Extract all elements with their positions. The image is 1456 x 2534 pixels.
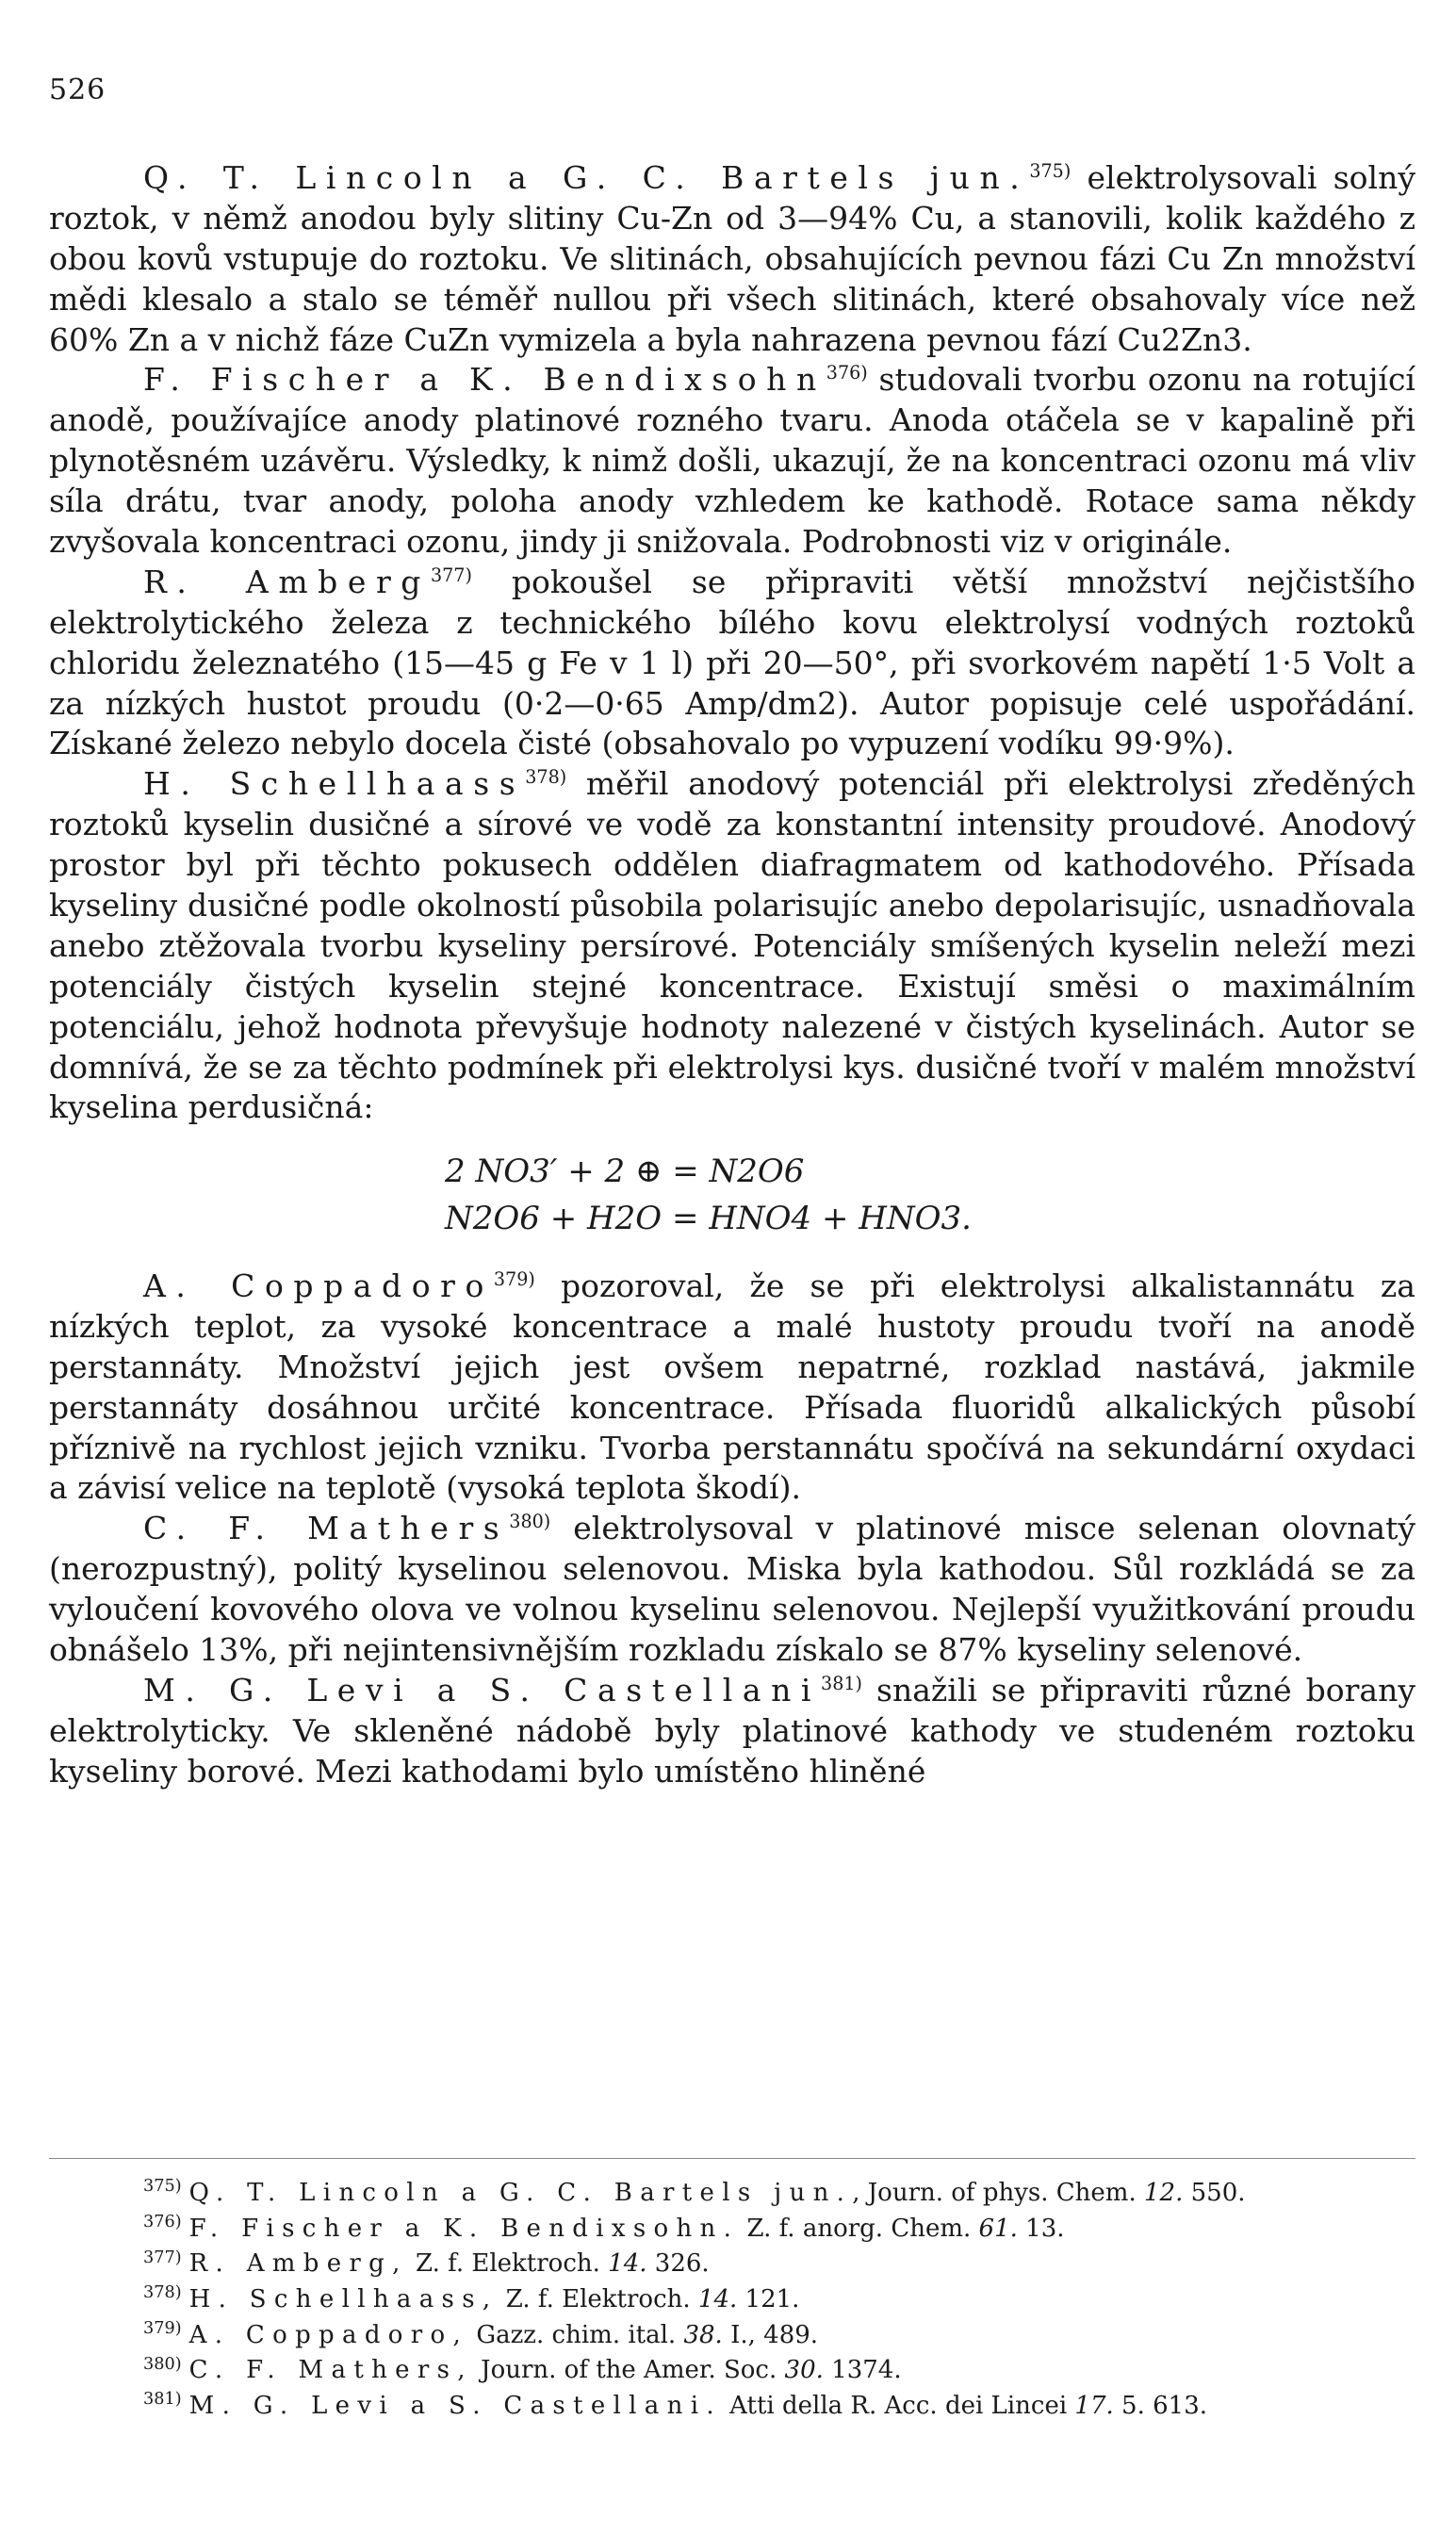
footnote-379 <box>49 2318 1415 2354</box>
paragraph-coppadoro <box>49 1267 1415 1509</box>
footnotes <box>49 2158 1415 2425</box>
footnote-376 <box>49 2212 1415 2248</box>
footnote-number: 375) <box>143 2177 182 2197</box>
footnote-number: 378) <box>143 2283 182 2303</box>
paragraph-lincoln <box>49 158 1415 360</box>
author-name: Q. T. Lincoln a G. C. Bartels jun. <box>143 159 1030 196</box>
paragraph-amberg <box>49 563 1415 764</box>
paragraph-text: měřil anodový potenciál při elektrolysi zředěných roztoků kyselin dusičné a sírové ve vodě za konstantní intensity proudové. Anodový prostor byl při těchto pokusech oddělen diafragmatem od kathodového. Přísada kyseliny dusičné podle okolností působila polarisujíc anebo depolarisujíc, usnadňovala anebo ztěžovala tvorbu kyseliny persírové. Potenciály smíšených kyselin neleží mezi potenciály čistých kyselin stejné koncentrace. Existují směsi o maximálním potenciálu, jehož hodnota převyšuje hodnoty nalezené v čistých kyselinách. Autor se domnívá, že se za těchto podmínek při elektrolysi kys. dusičné tvoří v malém množství kyselina perdusičná: <box>49 765 1415 1126</box>
footnote-source: Z. f. Elektroch. <box>498 2285 691 2314</box>
footnote-volume: 30. <box>784 2356 824 2385</box>
footnote-page: 1374. <box>831 2356 902 2385</box>
chemical-equation <box>445 1149 1415 1242</box>
footnote-number: 377) <box>143 2248 182 2267</box>
footnote-page: 5. 613. <box>1121 2392 1208 2421</box>
footnote-author: C. F. Mathers, <box>188 2356 473 2385</box>
footnote-number: 379) <box>143 2319 182 2339</box>
footnote-source: Atti della R. Acc. dei Lincei <box>721 2392 1068 2421</box>
footnote-381 <box>49 2389 1415 2425</box>
reference-mark: 378) <box>525 766 567 789</box>
author-name: F. Fischer a K. Bendixsohn <box>143 361 826 399</box>
footnote-source: Journ. of the Amer. Soc. <box>472 2356 777 2385</box>
footnote-number: 380) <box>143 2354 182 2374</box>
footnote-page: 550. <box>1190 2179 1246 2207</box>
paragraph-fischer <box>49 360 1415 562</box>
reference-mark: 377) <box>430 564 472 586</box>
author-name: M. G. Levi a S. Castellani <box>143 1671 822 1708</box>
footnote-source: Z. f. anorg. Chem. <box>739 2214 972 2243</box>
footnote-number: 376) <box>143 2213 182 2232</box>
footnote-380 <box>49 2353 1415 2389</box>
footnote-page: I., 489. <box>730 2320 819 2349</box>
paragraph-text: elektrolysovali solný roztok, v němž anodou byly slitiny Cu-Zn od 3—94% Cu, a stanovili, kolik každého z obou kovů vstupuje do roztoku. Ve slitinách, obsahujících pevnou fázi Cu Zn množství mědi klesalo a stalo se téměř nullou při všech slitinách, které obsahovaly více než 60% Zn a v nichž fáze CuZn vymizela a byla nahrazena pevnou fází Cu2Zn3. <box>49 159 1415 358</box>
footnote-page: 13. <box>1025 2214 1065 2243</box>
footnote-author: R. Amberg, <box>188 2249 408 2279</box>
paragraph-schellhaass <box>49 764 1415 1128</box>
reference-mark: 381) <box>821 1672 862 1694</box>
page-number: 526 <box>49 74 106 106</box>
footnote-source: Z. f. Elektroch. <box>407 2249 600 2279</box>
paragraph-levi <box>49 1671 1415 1792</box>
paragraph-text: pozoroval, že se při elektrolysi alkalistannátu za nízkých teplot, za vysoké koncentrace a malé hustoty proudu tvoří na anodě perstannáty. Množství jejich jest ovšem nepatrné, rozklad nastává, jakmile perstannáty dosáhnou určité koncentrace. Přísada fluoridů alkalických působí příznivě na rychlost jejich vzniku. Tvorba perstannátu spočívá na sekundární oxydaci a závisí velice na teplotě (vysoká teplota škodí). <box>49 1267 1415 1507</box>
footnote-author: Q. T. Lincoln a G. C. Bartels jun. <box>188 2179 853 2207</box>
paragraph-text: pokoušel se připraviti větší množství nejčistšího elektrolytického železa z technického bílého kovu elektrolysí vodných roztoků chloridu železnatého (15—45 g Fe v 1 l) při 20—50°, při svorkovém napětí 1·5 Volt a za nízkých hustot proudu (0·2—0·65 Amp/dm2). Autor popisuje celé uspořádání. Získané železo nebylo docela čisté (obsahovalo po vypuzení vodíku 99·9%). <box>49 563 1416 762</box>
paragraph-text: snažili se připraviti různé borany elektrolyticky. Ve skleněné nádobě byly platinové kathody ve studeném roztoku kyseliny borové. Mezi kathodami bylo umístěno hliněné <box>49 1671 1415 1790</box>
author-name: H. Schellhaass <box>143 765 526 803</box>
author-name: R. Amberg <box>143 563 431 600</box>
footnote-375 <box>49 2176 1415 2212</box>
footnote-author: A. Coppadoro, <box>188 2320 469 2349</box>
footnote-377 <box>49 2247 1415 2282</box>
paragraph-text: elektrolysoval v platinové misce selenan olovnatý (nerozpustný), politý kyselinou selenovou. Miska byla kathodou. Sůl rozkládá se za vyloučení kovového olova ve volnou kyselinu selenovou. Nejlepší využitkování proudu obnášelo 13%, při nejintensivnějším rozkladu získalo se 87% kyseliny selenové. <box>49 1510 1415 1668</box>
footnote-author: H. Schellhaass, <box>188 2285 499 2314</box>
footnote-page: 326. <box>654 2249 710 2279</box>
footnote-volume: 61. <box>978 2214 1018 2243</box>
reference-mark: 376) <box>826 362 868 384</box>
paragraph-text: studovali tvorbu ozonu na rotující anodě, používajíce anody platinové rozného tvaru. Anoda otáčela se v kapalině při plynotěsném uzávěru. Výsledky, k nimž došli, ukazují, že na koncentraci ozonu má vliv síla drátu, tvar anody, poloha anody vzhledem ke kathodě. Rotace sama někdy zvyšovala koncentraci ozonu, jindy ji snižovala. Podrobnosti viz v originále. <box>49 361 1415 561</box>
footnote-source: , Journ. of phys. Chem. <box>852 2179 1137 2207</box>
footnote-volume: 38. <box>683 2320 723 2349</box>
footnote-page: 121. <box>744 2285 800 2314</box>
footnote-source: Gazz. chim. ital. <box>468 2320 677 2349</box>
author-name: C. F. Mathers <box>143 1510 510 1547</box>
reference-mark: 379) <box>493 1267 535 1290</box>
body-text <box>49 158 1415 1792</box>
footnote-378 <box>49 2282 1415 2318</box>
equation-line-2: N2O6 + H2O = HNO4 + HNO3. <box>445 1199 972 1237</box>
author-name: A. Coppadoro <box>143 1267 494 1304</box>
footnote-volume: 17. <box>1074 2392 1114 2421</box>
paragraph-mathers <box>49 1509 1415 1671</box>
footnote-number: 381) <box>143 2390 182 2410</box>
footnote-author: M. G. Levi a S. Castellani. <box>188 2392 722 2421</box>
equation-line-1: 2 NO3′ + 2 ⊕ = N2O6 <box>445 1153 805 1191</box>
footnote-volume: 14. <box>608 2249 647 2279</box>
footnote-volume: 12. <box>1143 2179 1184 2207</box>
footnote-author: F. Fischer a K. Bendixsohn. <box>188 2214 740 2243</box>
footnote-volume: 14. <box>697 2285 738 2314</box>
reference-mark: 380) <box>509 1511 551 1533</box>
reference-mark: 375) <box>1029 160 1072 182</box>
